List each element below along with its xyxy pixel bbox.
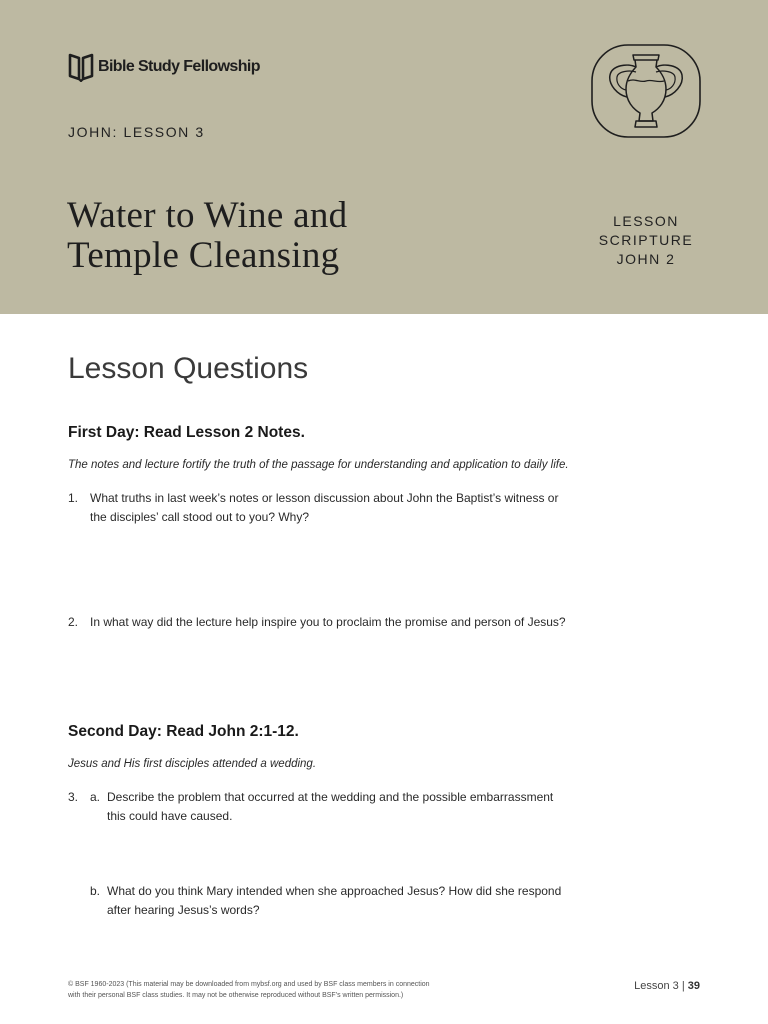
section-title: Lesson Questions: [68, 352, 309, 385]
scripture-label-1: LESSON: [613, 213, 679, 229]
page-number: 39: [687, 980, 700, 992]
bsf-logo: [68, 52, 260, 82]
page-label: Lesson 3 |: [634, 980, 685, 992]
page-footer: [634, 980, 700, 992]
subquestion-label: b.: [90, 884, 101, 898]
lesson-title: [67, 196, 487, 276]
question-2: [68, 613, 588, 633]
subquestion-label: a.: [90, 790, 101, 804]
question-3a: [68, 788, 588, 828]
copyright-line-2: with their personal BSF class studies. It may not be otherwise reproduced without BSF’s written permission.): [68, 992, 404, 999]
question-text: In what way did the lecture help inspire you to proclaim the promise and person of Jesus?: [90, 615, 566, 629]
day1-note: The notes and lecture fortify the truth of the passage for understanding and application to daily life.: [68, 459, 569, 471]
question-text-line-2: after hearing Jesus’s words?: [107, 903, 260, 917]
series-label: JOHN: LESSON 3: [68, 124, 205, 140]
lesson-title-line-2: Temple Cleansing: [67, 235, 340, 276]
question-text-line-1: Describe the problem that occurred at the wedding and the possible embarrassment: [107, 790, 554, 804]
question-text-line-1: What do you think Mary intended when she approached Jesus? How did she respond: [107, 884, 562, 898]
question-text-line-2: this could have caused.: [107, 809, 233, 823]
question-number: 2.: [68, 615, 79, 629]
scripture-label-2: SCRIPTURE: [598, 232, 694, 248]
day2-title: Second Day: Read John 2:1-12.: [68, 723, 299, 740]
day2-note: Jesus and His first disciples attended a wedding.: [68, 758, 317, 770]
open-book-icon: [68, 52, 94, 82]
lesson-title-line-1: Water to Wine and: [67, 195, 348, 236]
copyright-line-1: © BSF 1960-2023 (This material may be downloaded from mybsf.org and used by BSF class members in connection: [68, 981, 430, 988]
question-number: 1.: [68, 491, 79, 505]
question-3b: [68, 882, 588, 922]
question-number: 3.: [68, 790, 79, 804]
day1-title: First Day: Read Lesson 2 Notes.: [68, 424, 305, 441]
wine-jar-icon: [590, 43, 702, 139]
logo-text: Bible Study Fellowship: [98, 58, 260, 75]
question-text-line-1: What truths in last week’s notes or lesson discussion about John the Baptist’s witness or: [90, 491, 559, 505]
scripture-reference: JOHN 2: [616, 251, 676, 267]
question-1: [68, 489, 588, 529]
question-text-line-2: the disciples’ call stood out to you? Why?: [90, 510, 310, 524]
lesson-header: [0, 0, 768, 314]
lesson-scripture: [586, 212, 706, 269]
copyright-notice: [68, 979, 468, 1001]
